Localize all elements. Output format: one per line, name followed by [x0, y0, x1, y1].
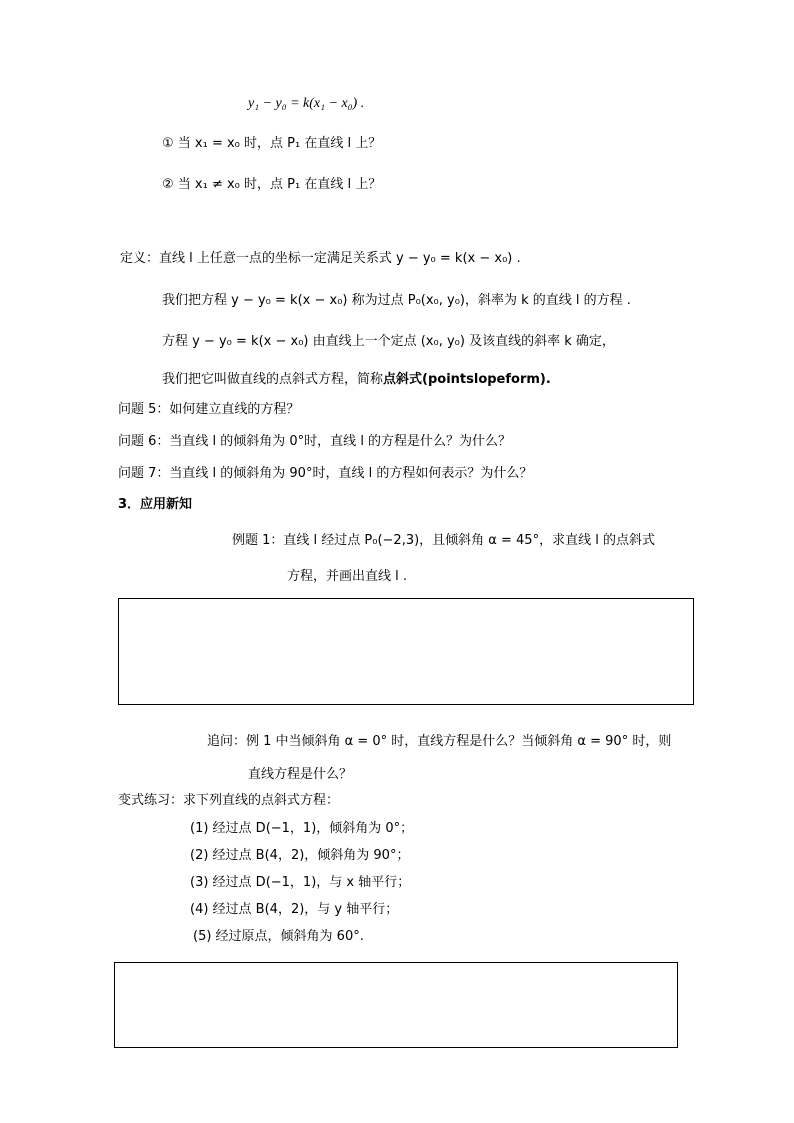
practice-item-1: (1) 经过点 D(−1，1)，倾斜角为 0°； — [190, 821, 414, 836]
question-6: 问题 6：当直线 l 的倾斜角为 0°时，直线 l 的方程是什么？为什么？ — [118, 434, 512, 449]
point-slope-name — [162, 370, 551, 390]
equation-top: y₁ − y₀ = k(x₁ − x₀) . — [248, 96, 365, 111]
follow-up-line2: 直线方程是什么？ — [248, 767, 353, 782]
example-1-line1: 例题 1：直线 l 经过点 P₀(−2,3)，且倾斜角 α = 45°，求直线 l 的点斜式 — [232, 533, 655, 548]
practice-title: 变式练习：求下列直线的点斜式方程： — [118, 793, 340, 808]
point-slope-name-text: 我们把它叫做直线的点斜式方程，简称 — [162, 372, 384, 387]
practice-item-3: (3) 经过点 D(−1，1)，与 x 轴平行； — [190, 875, 411, 890]
definition-call: 我们把方程 y − y₀ = k(x − x₀) 称为过点 P₀(x₀, y₀)，斜率为 k 的直线 l 的方程 . — [162, 293, 631, 308]
answer-box-1[interactable] — [118, 598, 694, 705]
question-5: 问题 5：如何建立直线的方程？ — [118, 402, 300, 417]
case-two: ② 当 x₁ ≠ x₀ 时，点 P₁ 在直线 l 上？ — [162, 177, 382, 192]
practice-item-5: (5) 经过原点，倾斜角为 60°. — [193, 929, 364, 944]
follow-up-line1: 追问：例 1 中当倾斜角 α = 0° 时，直线方程是什么？当倾斜角 α = 90° 时，则 — [207, 734, 672, 749]
example-1-line2: 方程，并画出直线 l . — [287, 569, 408, 584]
definition: 定义：直线 l 上任意一点的坐标一定满足关系式 y − y₀ = k(x − x₀) . — [120, 251, 521, 266]
question-7: 问题 7：当直线 l 的倾斜角为 90°时，直线 l 的方程如何表示？为什么？ — [118, 466, 533, 481]
section-heading: 3．应用新知 — [118, 497, 193, 512]
case-one: ① 当 x₁ = x₀ 时，点 P₁ 在直线 l 上？ — [162, 136, 382, 151]
definition-determined: 方程 y − y₀ = k(x − x₀) 由直线上一个定点 (x₀, y₀) 及该直线的斜率 k 确定， — [162, 334, 615, 349]
answer-box-2[interactable] — [114, 962, 678, 1048]
practice-item-2: (2) 经过点 B(4，2)，倾斜角为 90°； — [190, 848, 410, 863]
point-slope-term: 点斜式(pointslopeform). — [383, 372, 551, 387]
practice-item-4: (4) 经过点 B(4，2)，与 y 轴平行； — [190, 902, 399, 917]
